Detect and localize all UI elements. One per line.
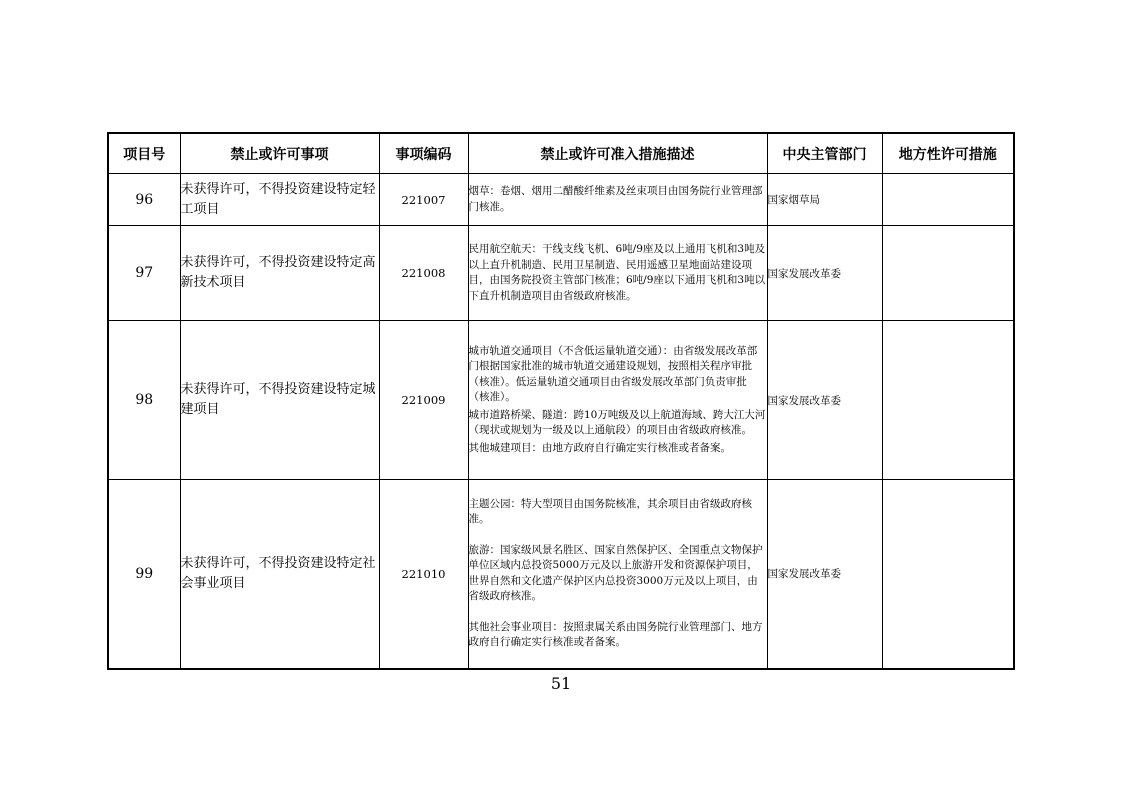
description-paragraph: 民用航空航天：干线支线飞机、6吨/9座及以上通用飞机和3吨及以上直升机制造、民用卫星制造、民用遥感卫星地面站建设项目，由国务院投资主管部门核准；6吨/9座以下通用飞机和3吨以下直升机制造项目由省级政府核准。 bbox=[468, 243, 766, 302]
header-central-department: 中央主管部门 bbox=[767, 133, 882, 174]
row-number: 98 bbox=[108, 321, 180, 480]
row-description bbox=[468, 174, 767, 226]
header-measure-description: 禁止或许可准入措施描述 bbox=[468, 133, 767, 174]
table-row bbox=[108, 480, 1014, 669]
header-local-measures: 地方性许可措施 bbox=[882, 133, 1014, 174]
header-item-number: 项目号 bbox=[108, 133, 180, 174]
description-paragraph: 烟草：卷烟、烟用二醋酸纤维素及丝束项目由国务院行业管理部门核准。 bbox=[468, 185, 763, 213]
row-department: 国家烟草局 bbox=[767, 174, 882, 226]
row-number: 96 bbox=[108, 174, 180, 226]
row-code: 221008 bbox=[379, 226, 468, 321]
row-number: 99 bbox=[108, 480, 180, 669]
row-code: 221010 bbox=[379, 480, 468, 669]
row-department: 国家发展改革委 bbox=[767, 226, 882, 321]
row-local-measures bbox=[882, 174, 1014, 226]
row-department: 国家发展改革委 bbox=[767, 480, 882, 669]
row-local-measures bbox=[882, 226, 1014, 321]
row-item: 未获得许可，不得投资建设特定社会事业项目 bbox=[180, 480, 379, 669]
description-paragraph: 其他城建项目：由地方政府自行确定实行核准或者备案。 bbox=[468, 441, 731, 454]
table-row bbox=[108, 321, 1014, 480]
header-item-name: 禁止或许可事项 bbox=[180, 133, 379, 174]
description-paragraph: 其他社会事业项目：按照隶属关系由国务院行业管理部门、地方政府自行确定实行核准或者备案。 bbox=[468, 620, 763, 649]
row-local-measures bbox=[882, 480, 1014, 669]
row-code: 221007 bbox=[379, 174, 468, 226]
page-number: 51 bbox=[550, 674, 572, 693]
table-header-row bbox=[108, 133, 1014, 174]
permit-table bbox=[107, 132, 1015, 670]
row-department: 国家发展改革委 bbox=[767, 321, 882, 480]
description-paragraph: 主题公园：特大型项目由国务院核准，其余项目由省级政府核准。 bbox=[468, 497, 752, 526]
row-local-measures bbox=[882, 321, 1014, 480]
header-item-code: 事项编码 bbox=[379, 133, 468, 174]
description-paragraph: 旅游：国家级风景名胜区、国家自然保护区、全国重点文物保护单位区域内总投资5000万元及以上旅游开发和资源保护项目，世界自然和文化遗产保护区内总投资3000万元及以上项目，由省级政府核准。 bbox=[468, 543, 763, 603]
table-row bbox=[108, 226, 1014, 321]
row-description bbox=[468, 480, 767, 669]
row-item: 未获得许可，不得投资建设特定城建项目 bbox=[180, 321, 379, 480]
description-paragraph: 城市轨道交通项目（不含低运量轨道交通）：由省级发展改革部门根据国家批准的城市轨道交通建设规划，按照相关程序审批（核准）。低运量轨道交通项目由省级发展改革部门负责审批（核准）。 bbox=[468, 344, 758, 404]
row-code: 221009 bbox=[379, 321, 468, 480]
row-item: 未获得许可，不得投资建设特定轻工项目 bbox=[180, 174, 379, 226]
row-number: 97 bbox=[108, 226, 180, 321]
description-paragraph: 城市道路桥梁、隧道：跨10万吨级及以上航道海域、跨大江大河（现状或规划为一级及以上通航段）的项目由省级政府核准。 bbox=[468, 408, 766, 437]
table-row bbox=[108, 174, 1014, 226]
row-description bbox=[468, 321, 767, 480]
row-description bbox=[468, 226, 767, 321]
row-item: 未获得许可，不得投资建设特定高新技术项目 bbox=[180, 226, 379, 321]
